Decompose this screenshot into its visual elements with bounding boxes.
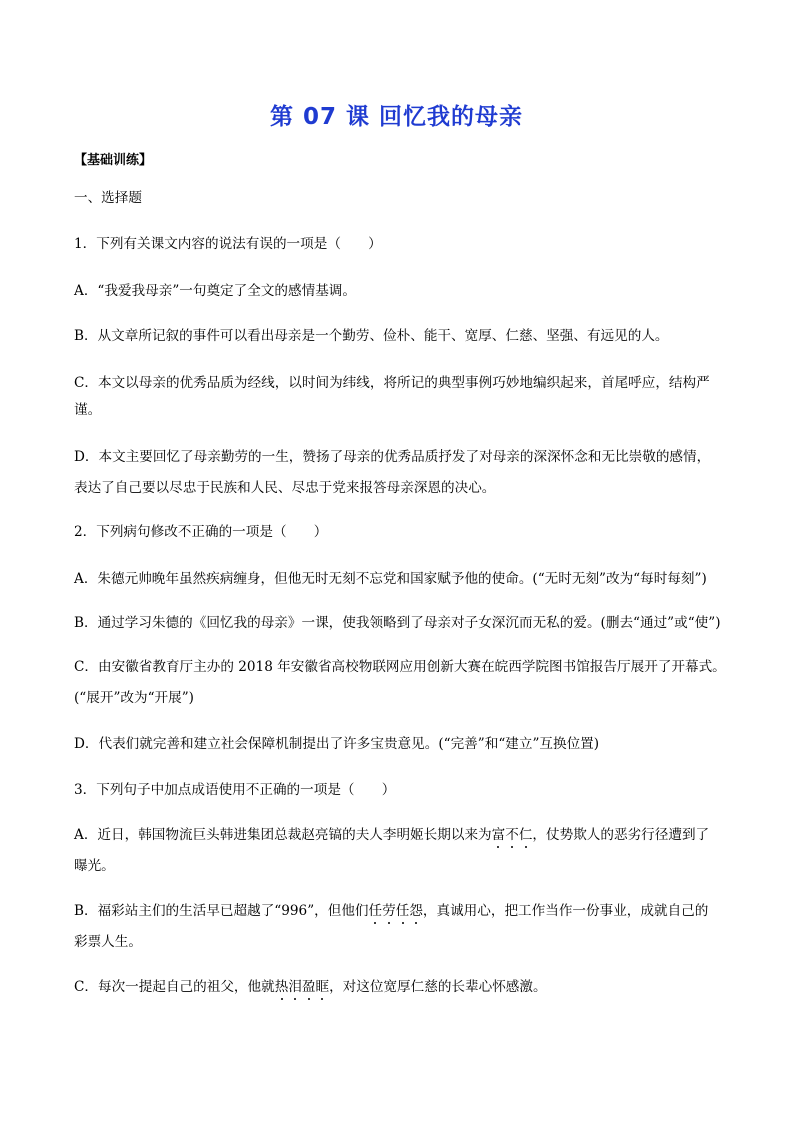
question-3-stem: 3．下列句子中加点成语使用不正确的一项是（ ） (74, 782, 396, 798)
question-2-option-a: A．朱德元帅晚年虽然疾病缠身，但他无时无刻不忘党和国家赋予他的使命。(“无时无刻”改为“每时每刻”) (74, 571, 707, 587)
question-3-option-a-line2: 曝光。 (74, 858, 115, 874)
question-2-option-d: D．代表们就完善和建立社会保障机制提出了许多宝贵意见。(“完善”和“建立”互换位置) (74, 736, 600, 752)
option-a-text-before: A．近日，韩国物流巨头韩进集团总裁赵亮镐的夫人李明姬长期以来为 (74, 827, 492, 843)
dotted-char: 泪 (288, 979, 302, 995)
question-2-option-b: B．通过学习朱德的《回忆我的母亲》一课，使我领略到了母亲对子女深沉而无私的爱。(删去“通过”或“使”) (74, 615, 721, 631)
dotted-idiom (492, 827, 533, 843)
part-heading: 一、选择题 (74, 190, 142, 206)
dotted-char: 劳 (382, 903, 396, 919)
dotted-char: 怨 (409, 903, 423, 919)
option-c-text-after: ，对这位宽厚仁慈的长辈心怀感激。 (329, 979, 547, 995)
question-3-option-c (74, 978, 724, 996)
dotted-char: 盈 (301, 979, 316, 995)
lesson-title: 第 07 课 回忆我的母亲 (269, 104, 524, 130)
question-2-stem: 2．下列病句修改不正确的一项是（ ） (74, 524, 328, 540)
dotted-char: 仁 (518, 827, 533, 843)
dotted-char: 眶 (315, 979, 330, 995)
dotted-idiom (369, 903, 423, 919)
question-1-option-d-line1: D．本文主要回忆了母亲勤劳的一生，赞扬了母亲的优秀品质抒发了对母亲的深深怀念和无比崇敬的感情， (74, 449, 711, 465)
question-2-option-c-line1: C．由安徽省教育厅主办的 2018 年安徽省高校物联网应用创新大赛在皖西学院图书馆报告厅展开了开幕式。 (74, 659, 726, 675)
question-1-option-b: B．从文章所记叙的事件可以看出母亲是一个勤劳、俭朴、能干、宽厚、仁慈、坚强、有远见的人。 (74, 328, 669, 344)
question-1-stem: 1．下列有关课文内容的说法有误的一项是（ ） (74, 236, 382, 252)
question-1-option-a: A．“我爱我母亲”一句奠定了全文的感情基调。 (74, 283, 356, 299)
section-heading: 【基础训练】 (74, 153, 153, 168)
option-b-text-before: B．福彩站主们的生活早已超越了“996”，但他们 (74, 903, 369, 919)
option-a-text-after: ，仗势欺人的恶劣行径遭到了 (532, 827, 710, 843)
dotted-idiom (275, 979, 329, 995)
question-1-option-c-line2: 谨。 (74, 402, 102, 418)
option-c-text-before: C．每次一提起自己的祖父，他就 (74, 979, 275, 995)
question-2-option-c-line2: (“展开”改为“开展”) (74, 690, 194, 706)
question-1-option-c-line1: C．本文以母亲的优秀品质为经线，以时间为纬线，将所记的典型事例巧妙地编织起来，首尾呼应，结构严 (74, 375, 710, 391)
question-3-option-b-line2: 彩票人生。 (74, 934, 142, 950)
question-3-option-b-line1 (74, 902, 724, 920)
dotted-char: 不 (505, 827, 519, 843)
dotted-char: 任 (368, 903, 383, 919)
question-3-option-a-line1 (74, 826, 724, 844)
dotted-char: 热 (274, 979, 289, 995)
option-b-text-after: ，真诚用心，把工作当作一份事业，成就自己的 (422, 903, 709, 919)
question-1-option-d-line2: 表达了自己要以尽忠于民族和人民、尽忠于党来报答母亲深恩的决心。 (74, 480, 496, 496)
dotted-char: 任 (395, 903, 410, 919)
dotted-char: 富 (491, 827, 506, 843)
